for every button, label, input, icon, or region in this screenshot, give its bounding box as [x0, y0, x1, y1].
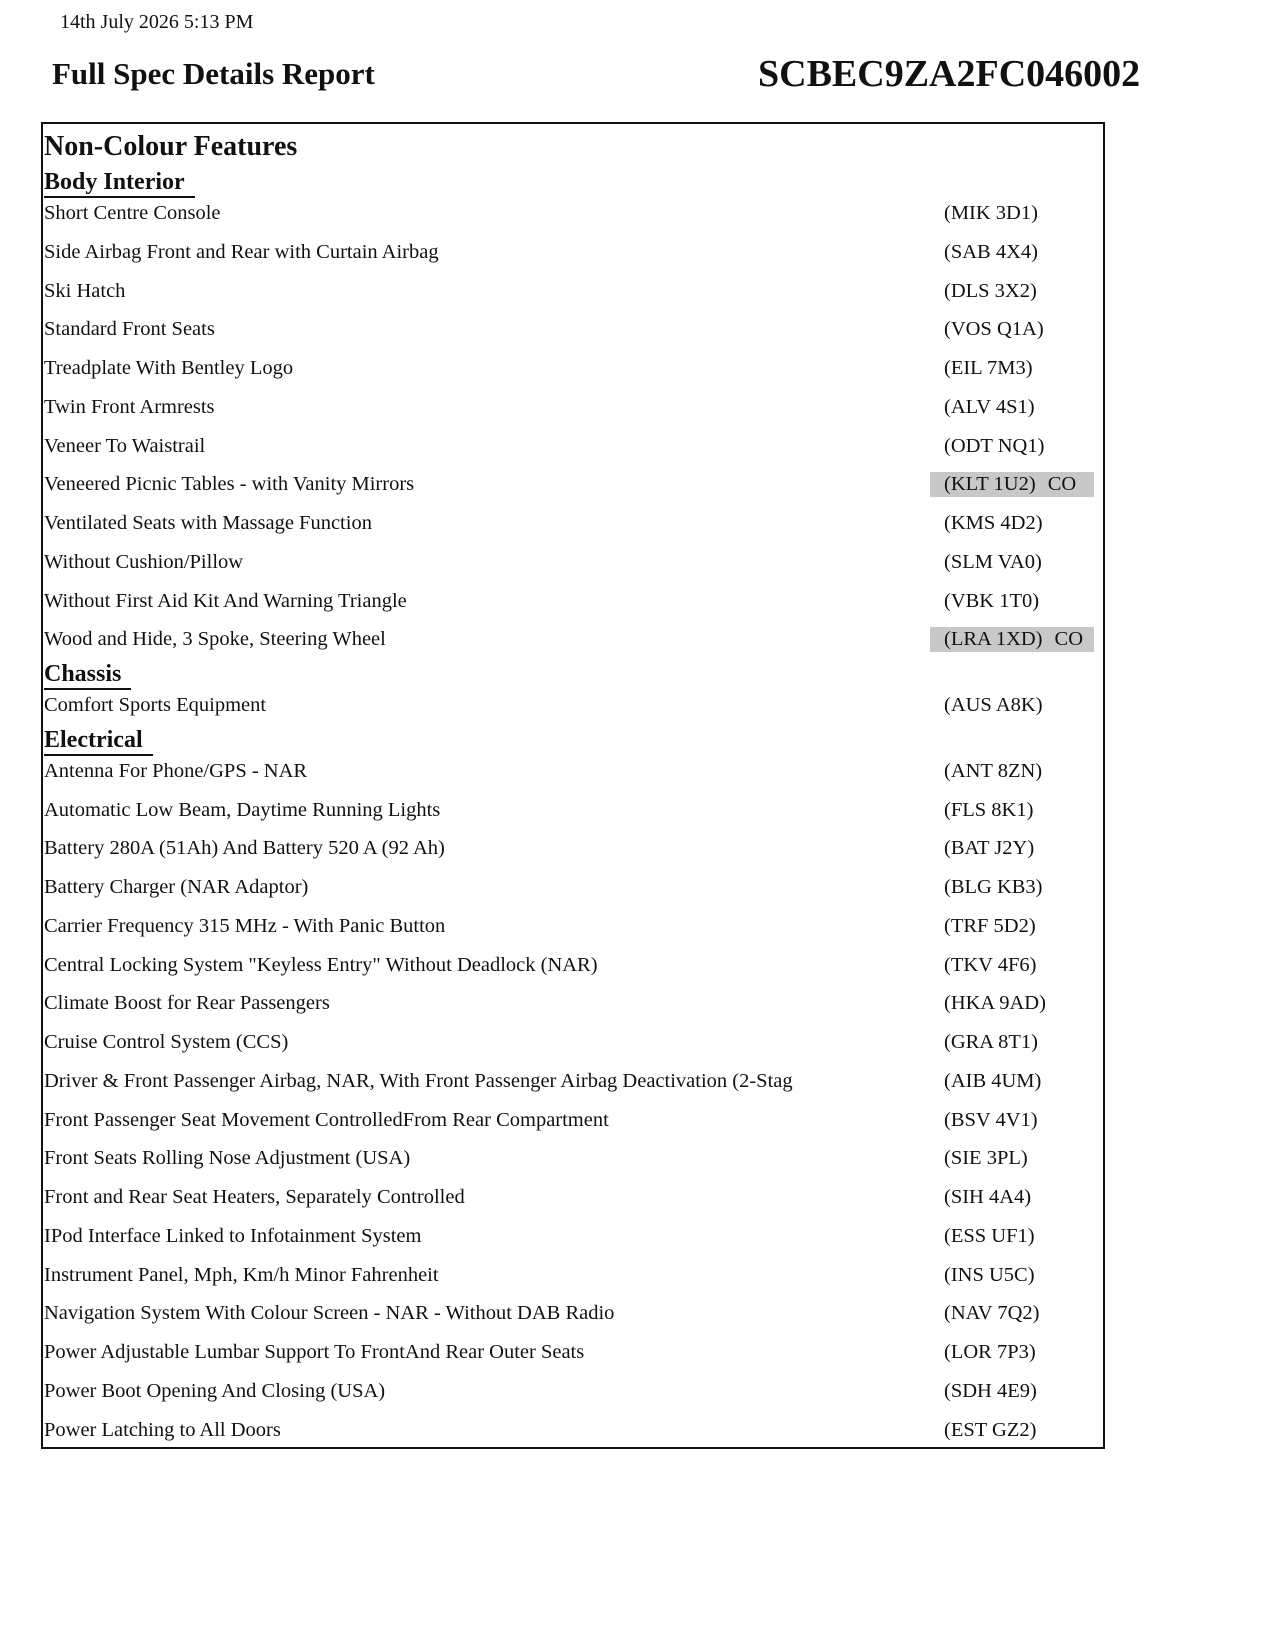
- feature-row: [44, 1374, 1102, 1413]
- feature-code: (MIK 3D1): [944, 202, 1038, 224]
- feature-row: [44, 688, 1102, 727]
- feature-code-cell: [930, 1031, 1094, 1054]
- feature-description: Wood and Hide, 3 Spoke, Steering Wheel: [44, 628, 386, 651]
- feature-code: (DLS 3X2): [944, 279, 1037, 302]
- feature-description: Power Latching to All Doors: [44, 1418, 281, 1441]
- feature-code-cell: [930, 1419, 1094, 1442]
- section-title: Body Interior: [44, 169, 195, 198]
- feature-code-cell: [930, 760, 1094, 783]
- feature-description: Comfort Sports Equipment: [44, 694, 267, 716]
- feature-description: Central Locking System "Keyless Entry" Without Deadlock (NAR): [44, 953, 598, 976]
- features-list: [44, 169, 1102, 1451]
- feature-description: Side Airbag Front and Rear with Curtain Airbag: [44, 240, 439, 263]
- feature-row: [44, 584, 1102, 623]
- feature-description: Ventilated Seats with Massage Function: [44, 512, 372, 534]
- feature-description: Navigation System With Colour Screen - NAR - Without DAB Radio: [44, 1302, 615, 1325]
- feature-code: (BSV 4V1): [944, 1108, 1038, 1131]
- feature-description: Cruise Control System (CCS): [44, 1031, 289, 1053]
- feature-code: (EST GZ2): [944, 1418, 1037, 1441]
- feature-code: (EIL 7M3): [944, 357, 1033, 379]
- feature-description: Veneer To Waistrail: [44, 434, 206, 457]
- feature-code: (FLS 8K1): [944, 798, 1034, 821]
- feature-code: (BAT J2Y): [944, 837, 1035, 860]
- feature-code-cell: [930, 1380, 1094, 1403]
- feature-row: [44, 909, 1102, 948]
- feature-code: (NAV 7Q2): [944, 1302, 1040, 1325]
- feature-description: Veneered Picnic Tables - with Vanity Mirrors: [44, 473, 415, 496]
- feature-code: (LRA 1XD): [944, 628, 1043, 651]
- feature-code-cell: [930, 1109, 1094, 1132]
- feature-row: [44, 1064, 1102, 1103]
- feature-row: [44, 467, 1102, 506]
- feature-code: (GRA 8T1): [944, 1031, 1038, 1053]
- features-heading: Non-Colour Features: [44, 131, 298, 162]
- feature-row: [44, 986, 1102, 1025]
- feature-row: [44, 235, 1102, 274]
- feature-row: [44, 312, 1102, 351]
- feature-description: Climate Boost for Rear Passengers: [44, 992, 330, 1015]
- feature-code: (SIE 3PL): [944, 1147, 1028, 1170]
- feature-row: [44, 274, 1102, 313]
- feature-code: (TKV 4F6): [944, 953, 1037, 976]
- feature-description: Power Adjustable Lumbar Support To FrontAnd Rear Outer Seats: [44, 1341, 585, 1363]
- report-title: Full Spec Details Report: [52, 56, 375, 91]
- feature-code: (HKA 9AD): [944, 992, 1046, 1015]
- feature-code: (SAB 4X4): [944, 240, 1038, 263]
- feature-row: [44, 1296, 1102, 1335]
- feature-description: Driver & Front Passenger Airbag, NAR, With Front Passenger Airbag Deactivation (2-Stag: [44, 1069, 793, 1092]
- feature-row: [44, 545, 1102, 584]
- feature-code-cell: [930, 954, 1094, 977]
- feature-row: [44, 754, 1102, 793]
- features-frame: [41, 122, 1105, 1449]
- feature-code: (VOS Q1A): [944, 318, 1044, 341]
- feature-row: [44, 948, 1102, 987]
- feature-code-cell: [930, 590, 1094, 613]
- feature-description: Front Passenger Seat Movement ControlledFrom Rear Compartment: [44, 1108, 609, 1131]
- section-title: Chassis: [44, 661, 131, 690]
- feature-code: (ANT 8ZN): [944, 759, 1043, 782]
- feature-description: Battery Charger (NAR Adaptor): [44, 876, 309, 898]
- feature-code-cell: [930, 1264, 1094, 1287]
- feature-code: (SIH 4A4): [944, 1186, 1032, 1208]
- feature-code-cell: [930, 1302, 1094, 1325]
- feature-code: (ODT NQ1): [944, 434, 1045, 457]
- feature-code-cell: [930, 837, 1094, 860]
- feature-description: Twin Front Armrests: [44, 395, 215, 418]
- feature-row: [44, 1141, 1102, 1180]
- feature-code-cell: [930, 512, 1094, 535]
- feature-row: [44, 1413, 1102, 1452]
- feature-description: Carrier Frequency 315 MHz - With Panic Button: [44, 914, 446, 937]
- feature-code: (KMS 4D2): [944, 512, 1043, 534]
- feature-row: [44, 1258, 1102, 1297]
- report-timestamp: 14th July 2026 5:13 PM: [60, 11, 254, 33]
- section-title: Electrical: [44, 727, 153, 756]
- feature-code-cell: [930, 1225, 1094, 1248]
- feature-code: (BLG KB3): [944, 876, 1043, 898]
- feature-row: [44, 1219, 1102, 1258]
- feature-row: [44, 390, 1102, 429]
- feature-code-cell: [930, 627, 1094, 652]
- feature-description: Short Centre Console: [44, 202, 221, 224]
- feature-code: (SDH 4E9): [944, 1379, 1037, 1402]
- feature-description: Front Seats Rolling Nose Adjustment (USA): [44, 1147, 411, 1170]
- feature-code-cell: [930, 551, 1094, 574]
- feature-code-cell: [930, 241, 1094, 264]
- section-header: [44, 661, 1102, 688]
- feature-row: [44, 506, 1102, 545]
- feature-row: [44, 831, 1102, 870]
- section-header: [44, 727, 1102, 754]
- feature-description: Standard Front Seats: [44, 318, 215, 341]
- feature-description: Automatic Low Beam, Daytime Running Lights: [44, 798, 441, 821]
- feature-flag: CO: [1047, 473, 1077, 496]
- feature-description: Instrument Panel, Mph, Km/h Minor Fahrenheit: [44, 1263, 439, 1286]
- feature-code-cell: [930, 1147, 1094, 1170]
- feature-code-cell: [930, 915, 1094, 938]
- feature-code: (LOR 7P3): [944, 1341, 1036, 1363]
- feature-row: [44, 196, 1102, 235]
- feature-row: [44, 1025, 1102, 1064]
- feature-row: [44, 351, 1102, 390]
- feature-code-cell: [930, 1186, 1094, 1209]
- feature-description: Ski Hatch: [44, 279, 126, 302]
- feature-row: [44, 793, 1102, 832]
- feature-flag: CO: [1054, 628, 1083, 651]
- feature-description: Antenna For Phone/GPS - NAR: [44, 759, 308, 782]
- feature-code: (KLT 1U2): [944, 473, 1036, 496]
- feature-row: [44, 622, 1102, 661]
- feature-code-cell: [930, 694, 1094, 717]
- feature-row: [44, 1180, 1102, 1219]
- feature-code-cell: [930, 876, 1094, 899]
- feature-code: (TRF 5D2): [944, 914, 1036, 937]
- feature-code: (AUS A8K): [944, 694, 1043, 716]
- feature-code-cell: [930, 1070, 1094, 1093]
- feature-code-cell: [930, 435, 1094, 458]
- feature-description: Front and Rear Seat Heaters, Separately Controlled: [44, 1186, 465, 1208]
- feature-description: Without Cushion/Pillow: [44, 550, 244, 573]
- feature-row: [44, 1103, 1102, 1142]
- feature-description: IPod Interface Linked to Infotainment System: [44, 1224, 422, 1247]
- feature-description: Without First Aid Kit And Warning Triangle: [44, 589, 407, 612]
- feature-code-cell: [930, 472, 1094, 497]
- feature-code-cell: [930, 396, 1094, 419]
- feature-row: [44, 870, 1102, 909]
- feature-code: (ALV 4S1): [944, 395, 1035, 418]
- feature-code: (ESS UF1): [944, 1224, 1035, 1247]
- feature-code-cell: [930, 799, 1094, 822]
- feature-code-cell: [930, 280, 1094, 303]
- feature-code: (SLM VA0): [944, 550, 1042, 573]
- feature-description: Battery 280A (51Ah) And Battery 520 A (92 Ah): [44, 837, 445, 860]
- feature-code-cell: [930, 318, 1094, 341]
- feature-code: (INS U5C): [944, 1263, 1035, 1286]
- feature-code: (VBK 1T0): [944, 589, 1040, 612]
- feature-code-cell: [930, 202, 1094, 225]
- feature-code-cell: [930, 357, 1094, 380]
- feature-description: Treadplate With Bentley Logo: [44, 357, 294, 379]
- feature-code-cell: [930, 1341, 1094, 1364]
- feature-code: (AIB 4UM): [944, 1069, 1042, 1092]
- vin-number: SCBEC9ZA2FC046002: [758, 53, 1141, 95]
- feature-code-cell: [930, 992, 1094, 1015]
- section-header: [44, 169, 1102, 196]
- feature-row: [44, 429, 1102, 468]
- feature-description: Power Boot Opening And Closing (USA): [44, 1379, 386, 1402]
- feature-row: [44, 1335, 1102, 1374]
